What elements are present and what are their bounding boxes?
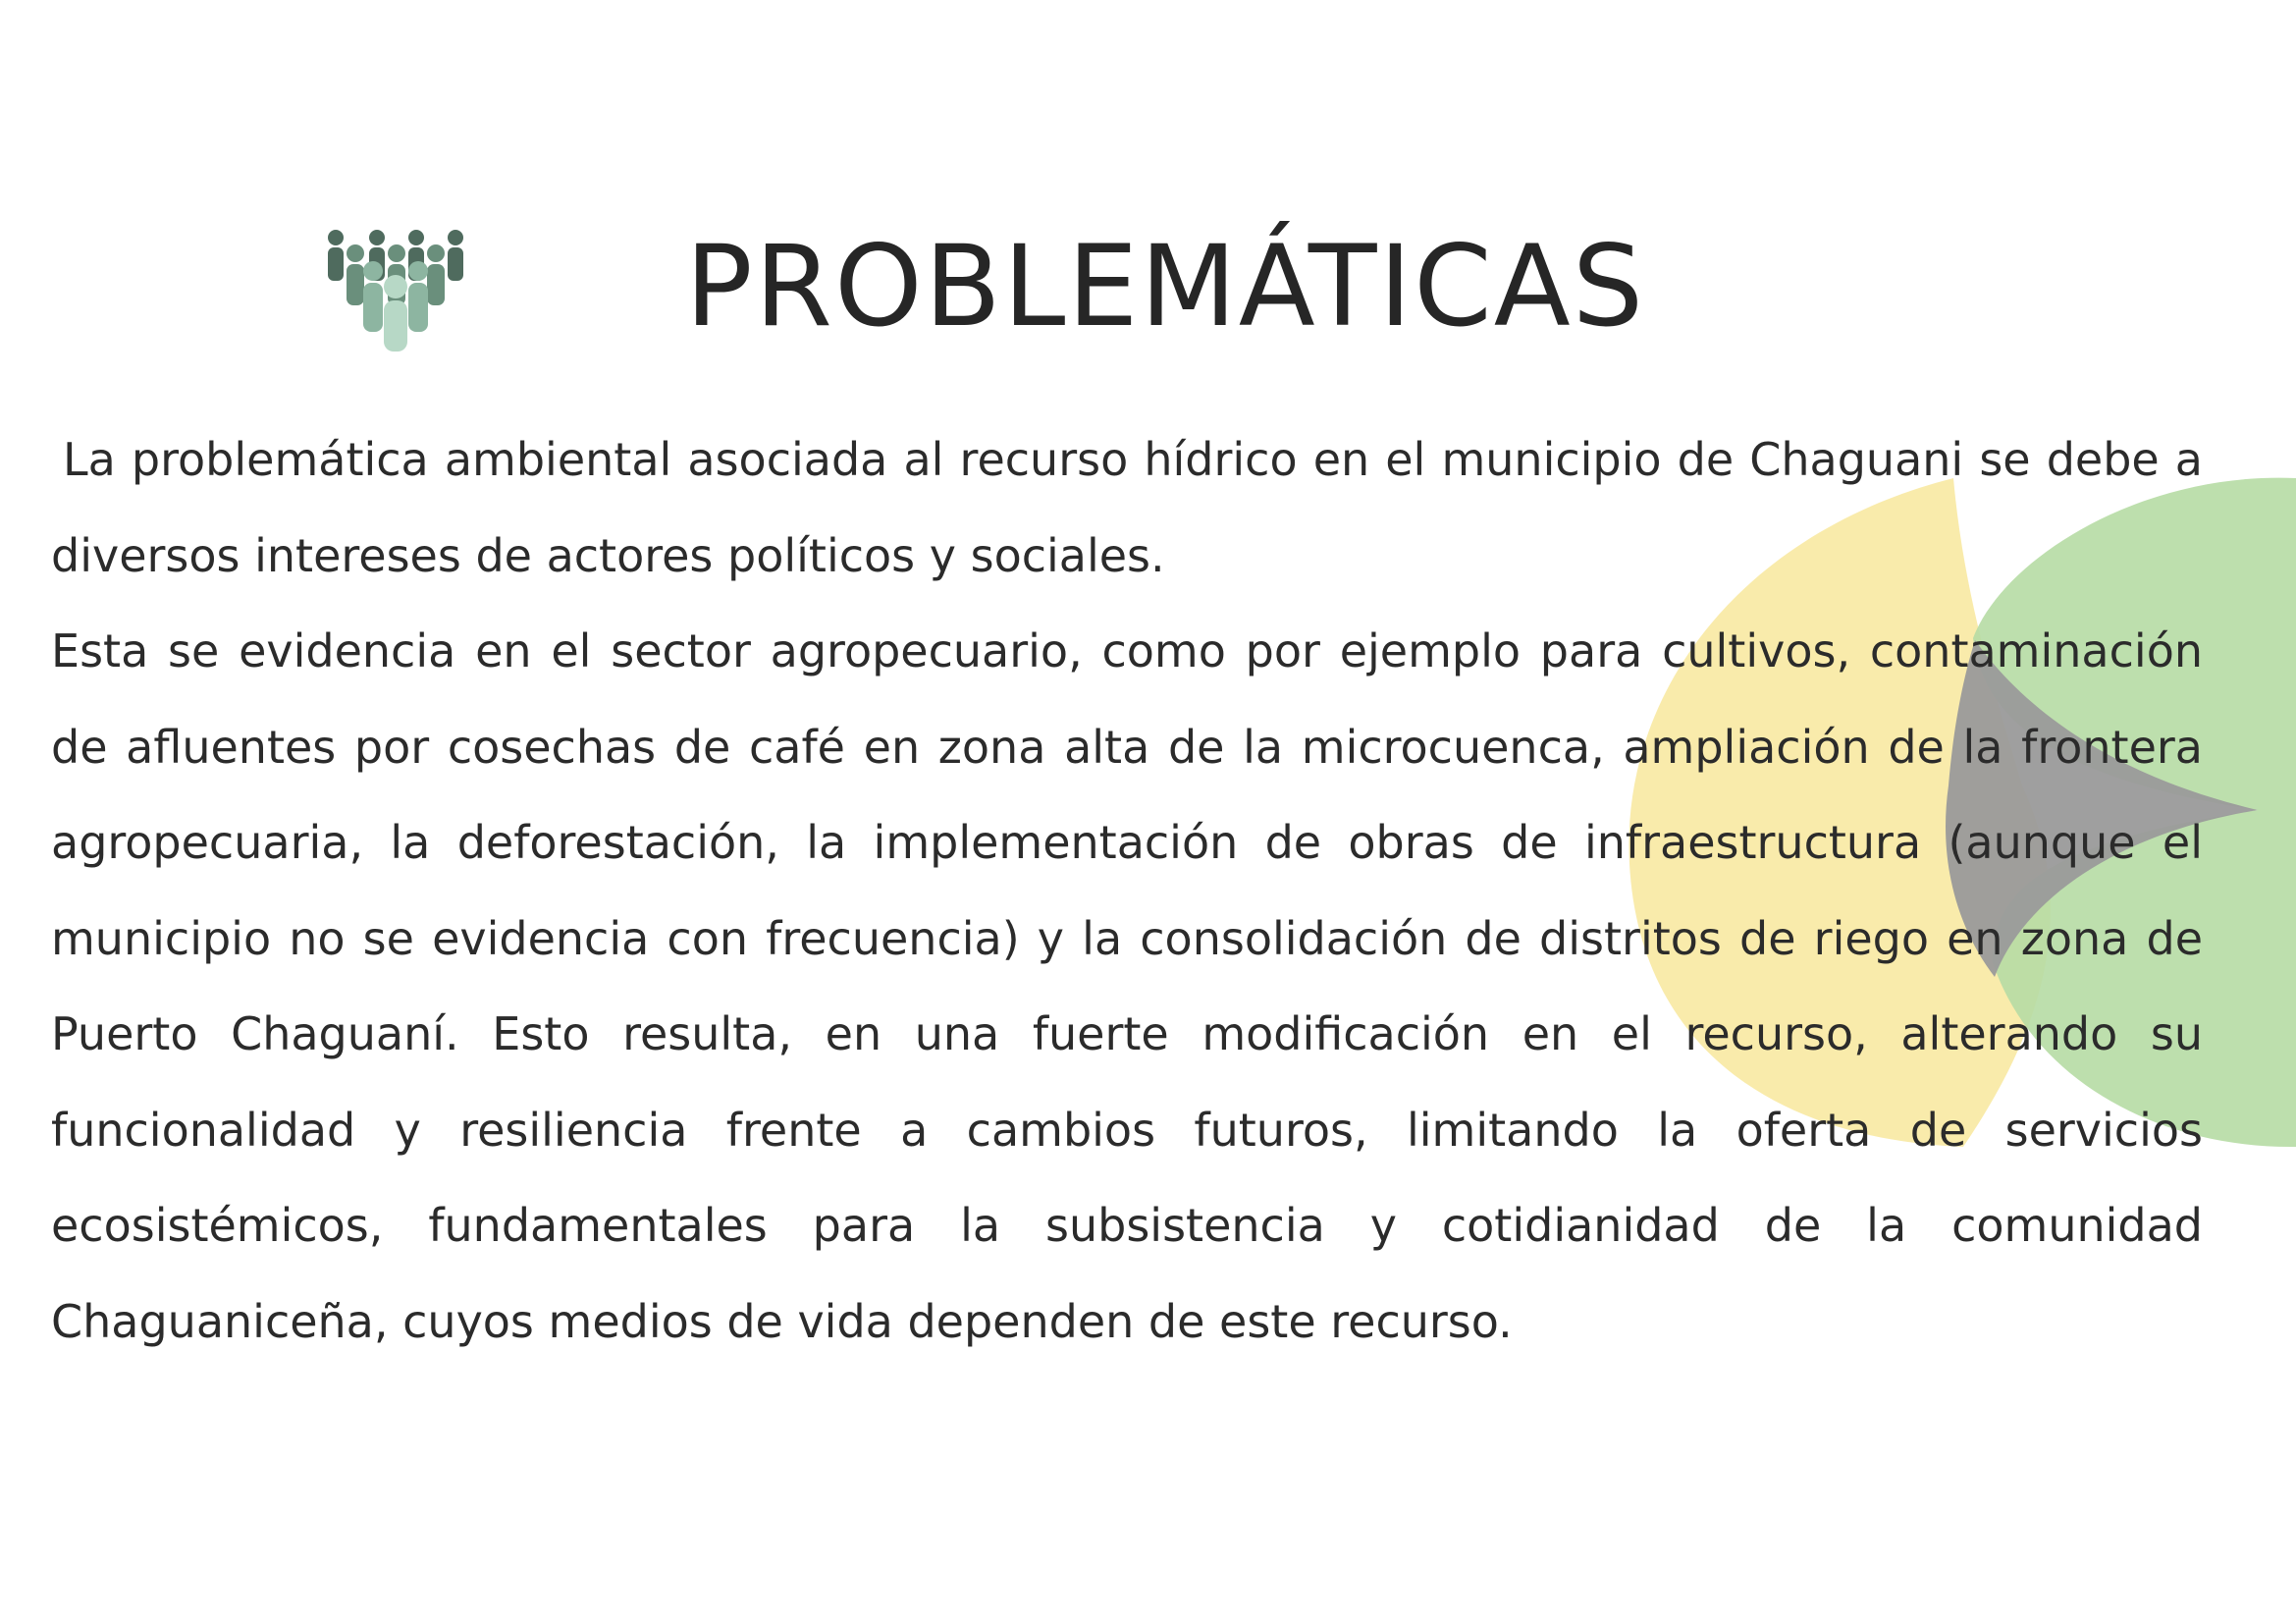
page-title: PROBLEMÁTICAS — [685, 221, 1646, 352]
paragraph-intro: La problemática ambiental asociada al recurso hídrico en el municipio de Chaguani se debe a diversos intereses de actores políticos y sociales. — [51, 433, 2203, 582]
body-text — [51, 412, 2203, 1370]
paragraph-details: Esta se evidencia en el sector agropecuario, como por ejemplo para cultivos, contaminación de afluentes por cosechas de café en zona alta de la microcuenca, ampliación de la frontera agropecuaria, la deforestación, la implementación de obras de infraestructura (aunque el municipio no se evidencia con frecuencia) y la consolidación de distritos de riego en zona de Puerto Chaguaní. Esto resulta, en una fuerte modificación en el recurso, alterando su funcionalidad y resiliencia frente a cambios futuros, limitando la oferta de servicios ecosistémicos, fundamentales para la subsistencia y cotidianidad de la comunidad Chaguaniceña, cuyos medios de vida dependen de este recurso. — [51, 624, 2203, 1348]
people-group-icon — [322, 226, 469, 353]
